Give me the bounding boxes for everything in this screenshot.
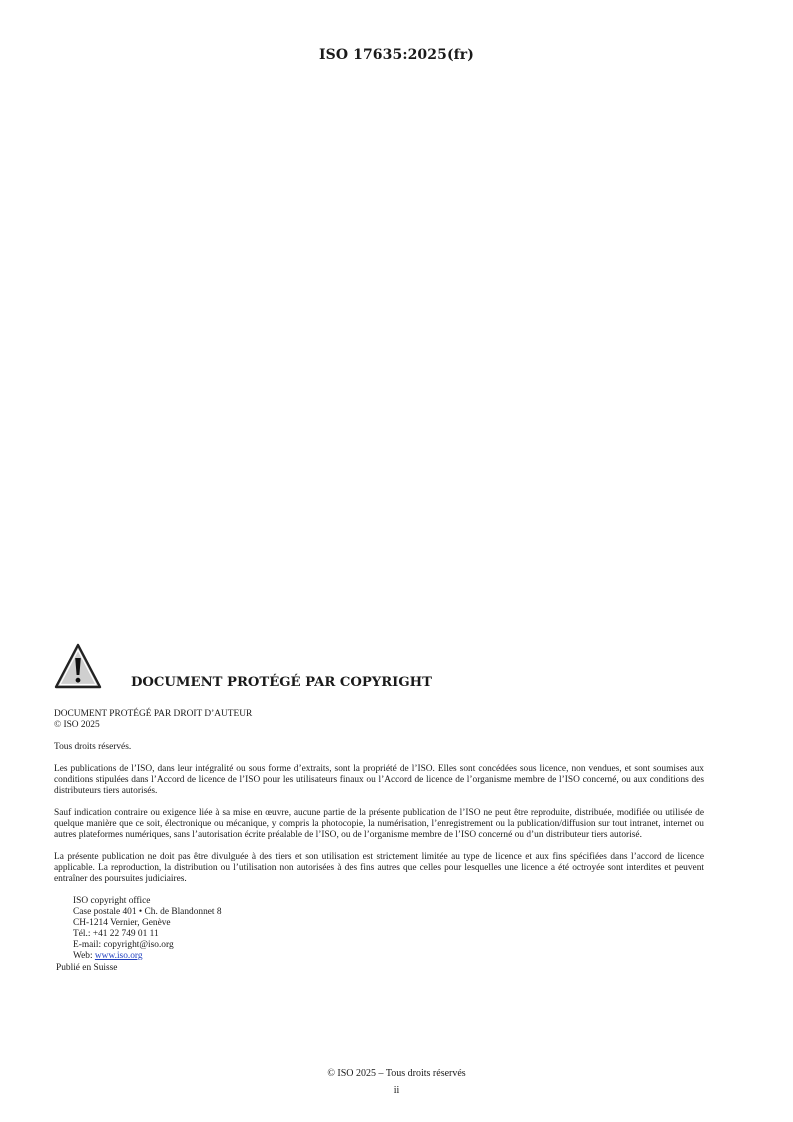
warning-triangle-icon xyxy=(54,643,102,689)
copyright-year: © ISO 2025 xyxy=(54,720,100,730)
footer-copyright: © ISO 2025 – Tous droits réservés xyxy=(327,1068,466,1079)
copyright-title: DOCUMENT PROTÉGÉ PAR COPYRIGHT xyxy=(131,675,432,690)
address-phone: Tél.: +41 22 749 01 11 xyxy=(73,929,159,939)
address-city: CH-1214 Vernier, Genève xyxy=(73,918,171,928)
published-in: Publié en Suisse xyxy=(56,963,118,973)
document-reference: ISO 17635:2025(fr) xyxy=(318,47,474,63)
page-number: ii xyxy=(393,1085,400,1096)
iso-address xyxy=(73,896,704,962)
licence-paragraph: Les publications de l’ISO, dans leur intégralité ou sous forme d’extraits, sont la propriété de l’ISO. Elles sont concédées sous licence, non vendues, et sont soumises aux conditions stipulées dans l’Accord de licence de l’ISO pour les utilisateurs finaux ou l’Accord de licence de l’organisme membre de l’ISO concerné, ou aux conditions des distributeurs tiers autorisés. xyxy=(54,764,704,796)
reproduction-paragraph: Sauf indication contraire ou exigence liée à sa mise en œuvre, aucune partie de la présente publication de l’ISO ne peut être reproduite, distribuée, modifiée ou utilisée de quelque manière que ce soit, électronique ou mécanique, y compris la photocopie, la numérisation, l’enregistrement ou la publication/diffusion sur tout intranet, internet ou autres plateformes numériques, sans l’autorisation écrite préalable de l’ISO, ou de l’organisme membre de l’ISO concerné ou d’un distributeur tiers autorisé. xyxy=(54,808,704,840)
iso-website-link[interactable]: www.iso.org xyxy=(94,951,143,961)
web-label: Web: xyxy=(73,951,95,961)
address-street: Case postale 401 • Ch. de Blandonnet 8 xyxy=(73,907,222,917)
disclosure-paragraph: La présente publication ne doit pas être divulguée à des tiers et son utilisation est strictement limitée au type de licence et aux fins spécifiées dans l’accord de licence applicable. La reproduction, la distribution ou l’utilisation non autorisées à des fins autres que celles pour lesquelles une licence a été octroyée sont interdites et peuvent entraîner des poursuites judiciaires. xyxy=(54,852,704,884)
copyright-heading-row xyxy=(54,643,704,693)
copyright-notice xyxy=(54,643,704,974)
address-office: ISO copyright office xyxy=(73,896,151,906)
address-email: E-mail: copyright@iso.org xyxy=(73,940,174,950)
rights-reserved: Tous droits réservés. xyxy=(54,742,132,752)
address-web xyxy=(73,951,704,962)
protected-line: DOCUMENT PROTÉGÉ PAR DROIT D’AUTEUR xyxy=(54,709,253,719)
